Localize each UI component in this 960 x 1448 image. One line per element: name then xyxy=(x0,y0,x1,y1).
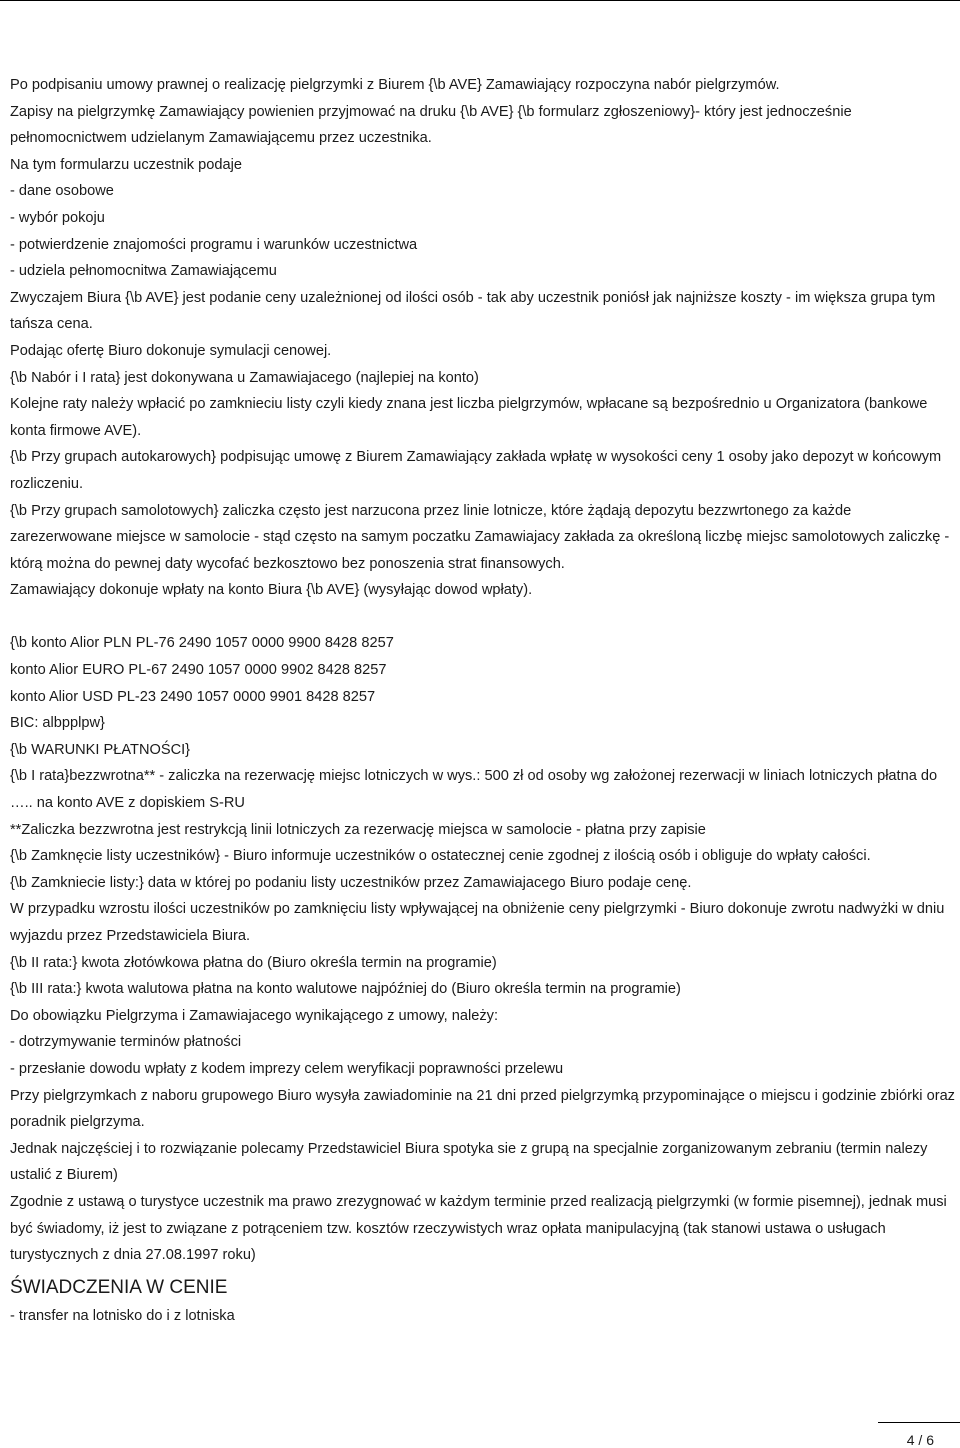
list-item: - udziela pełnomocnitwa Zamawiającemu xyxy=(10,263,277,280)
blank-line xyxy=(10,604,955,631)
paragraph: Zapisy na pielgrzymkę Zamawiający powienien przyjmować na druku {\b AVE} {\b formularz zgłoszeniowy}- który jest jednocześnie pełnomocnictwem udzielanym Zamawiającemu przez uczestnika. xyxy=(10,103,852,147)
list-item: - dane osobowe xyxy=(10,183,114,200)
paragraph: {\b II rata:} kwota złotówkowa płatna do (Biuro określa termin na programie) xyxy=(10,954,497,971)
paragraph: Jednak najczęściej i to rozwiązanie polecamy Przedstawiciel Biura spotyka sie z grupą na specjalnie zorganizowanym zebraniu (termin nalezy ustalić z Biurem) xyxy=(10,1140,928,1184)
paragraph: Przy pielgrzymkach z naboru grupowego Biuro wysyła zawiadominie na 21 dni przed pielgrzymką przypominające o miejscu i godzinie zbiórki oraz poradnik pielgrzyma. xyxy=(10,1087,955,1131)
paragraph: {\b III rata:} kwota walutowa płatna na konto walutowe najpóźniej do (Biuro określa termin na programie) xyxy=(10,981,681,998)
paragraph: Zamawiający dokonuje wpłaty na konto Biura {\b AVE} (wysyłając dowod wpłaty). xyxy=(10,582,533,599)
paragraph: W przypadku wzrostu ilości uczestników po zamknięciu listy wpływającej na obniżenie ceny pielgrzymki - Biuro dokonuje zwrotu nadwyżki w dniu wyjazdu przez Przedstawiciela Biura. xyxy=(10,901,945,944)
paragraph: Do obowiązku Pielgrzyma i Zamawiajacego wynikającego z umowy, należy: xyxy=(10,1007,499,1024)
top-rule xyxy=(0,0,960,1)
list-item: - transfer na lotnisko do i z lotniska xyxy=(10,1307,235,1324)
paragraph: {\b Nabór i I rata} jest dokonywana u Zamawiajacego (najlepiej na konto) xyxy=(10,369,479,386)
list-item: - dotrzymywanie terminów płatności xyxy=(10,1034,242,1051)
page-number: 4 / 6 xyxy=(906,1432,934,1448)
list-item: - przesłanie dowodu wpłaty z kodem imprezy celem weryfikacji poprawności przelewu xyxy=(10,1060,564,1077)
list-item: - potwierdzenie znajomości programu i warunków uczestnictwa xyxy=(10,236,418,253)
paragraph: **Zaliczka bezzwrotna jest restrykcją linii lotniczych za rezerwację miejsca w samolocie - płatna przy zapisie xyxy=(10,821,706,838)
bank-account-line: {\b konto Alior PLN PL-76 2490 1057 0000 9900 8428 8257 xyxy=(10,635,394,652)
paragraph: Zwyczajem Biura {\b AVE} jest podanie ceny uzależnionej od ilości osób - tak aby uczestnik poniósł jak najniższe koszty - im większa grupa tym tańsza cena. xyxy=(10,289,936,333)
bank-account-line: konto Alior USD PL-23 2490 1057 0000 9901 8428 8257 xyxy=(10,688,376,705)
section-heading: ŚWIADCZENIA W CENIE xyxy=(10,1276,228,1298)
bank-bic-line: BIC: albpplpw} xyxy=(10,715,105,732)
paragraph: {\b I rata}bezzwrotna** - zaliczka na rezerwację miejsc lotniczych w wys.: 500 zł od osoby wg założonej rezerwacji w liniach lotniczych płatna do ….. na konto AVE z dopiskiem S-RU xyxy=(10,768,938,812)
paragraph: {\b Zamknęcie listy uczestników} - Biuro informuje uczestników o ostatecznej cenie zgodnej z ilością osób i obliguje do wpłaty całości. xyxy=(10,848,871,865)
paragraph: {\b Zamkniecie listy:} data w której po podaniu listy uczestników przez Zamawiajacego Biuro podaje cenę. xyxy=(10,874,692,891)
footer-rule xyxy=(878,1422,960,1423)
paragraph: Na tym formularzu uczestnik podaje xyxy=(10,156,242,173)
paragraph: Kolejne raty należy wpłacić po zamknieciu listy czyli kiedy znana jest liczba pielgrzymów, wpłacane są bezpośrednio u Organizatora (bankowe konta firmowe AVE). xyxy=(10,396,928,439)
paragraph: Zgodnie z ustawą o turystyce uczestnik ma prawo zrezygnować w każdym terminie przed realizacją pielgrzymki (w formie pisemnej), jednak musi być świadomy, iż jest to związane z potrąceniem tzw. kosztów rzeczywistych wraz opłata manipulacyjną (tak stanowi ustawa o usługach turystycznych z dnia 27.08.1997 roku) xyxy=(10,1193,947,1264)
paragraph: {\b Przy grupach samolotowych} zaliczka często jest narzucona przez linie lotnicze, które żądają depozytu bezzwrtonego za każde zarezerwowane miejsce w samolocie - stąd często na samym poczatku Zamawiajacy zakłada za określoną liczbę miejsc samolotowych zaliczkę - którą można do pewnej daty wycofać bezkosztowo bez ponoszenia strat finansowych. xyxy=(10,502,950,572)
list-item: - wybór pokoju xyxy=(10,209,105,226)
paragraph: Po podpisaniu umowy prawnej o realizację pielgrzymki z Biurem {\b AVE} Zamawiający rozpoczyna nabór pielgrzymów. xyxy=(10,77,780,93)
paragraph: {\b Przy grupach autokarowych} podpisując umowę z Biurem Zamawiający zakłada wpłatę w wysokości ceny 1 osoby jako depozyt w końcowym rozliczeniu. xyxy=(10,449,942,492)
bank-account-line: konto Alior EURO PL-67 2490 1057 0000 9902 8428 8257 xyxy=(10,662,387,679)
payment-terms-heading: {\b WARUNKI PŁATNOŚCI} xyxy=(10,741,191,758)
document-body xyxy=(10,72,955,1329)
paragraph: Podając ofertę Biuro dokonuje symulacji cenowej. xyxy=(10,342,332,359)
